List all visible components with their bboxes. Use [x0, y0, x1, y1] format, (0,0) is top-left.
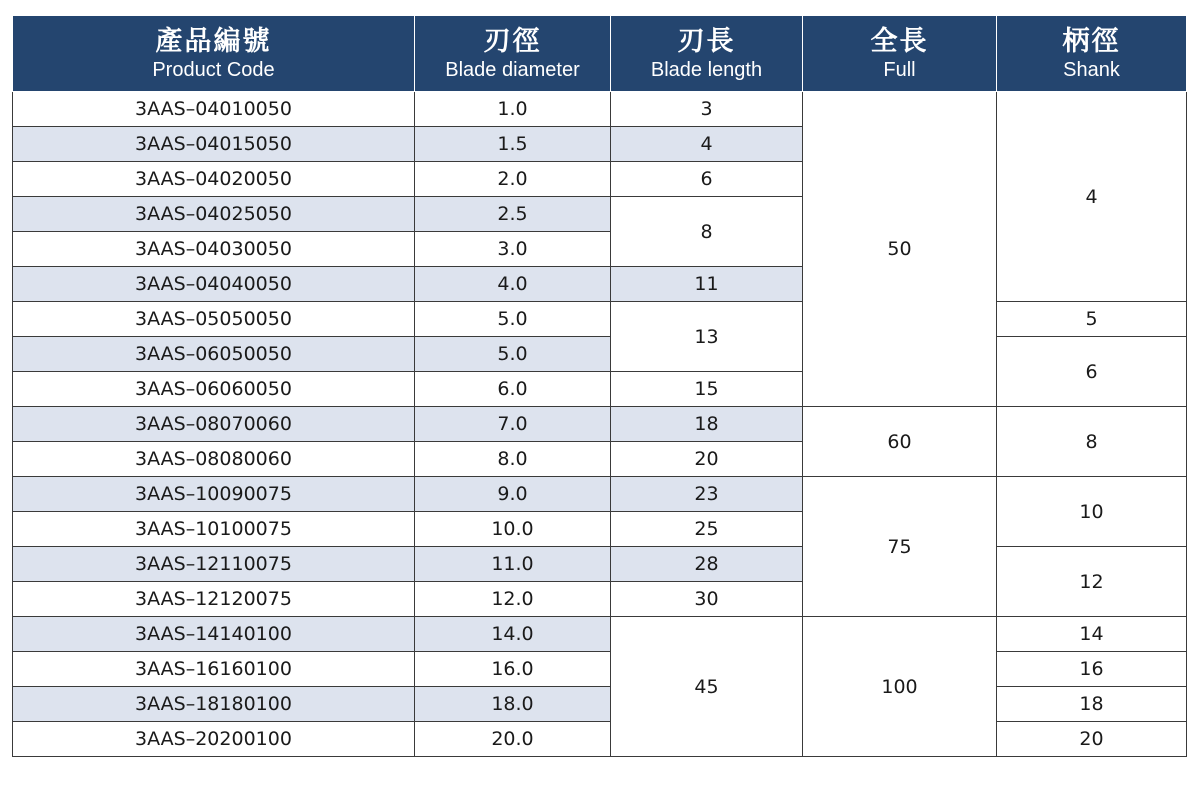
- cell-blade-diameter: 5.0: [415, 337, 611, 372]
- cell-blade-diameter: 7.0: [415, 407, 611, 442]
- table-row: [13, 722, 1187, 757]
- header-shank: [997, 16, 1187, 92]
- cell-product-code: 3AAS–12120075: [13, 582, 415, 617]
- header-full-length-cn: 全長: [870, 25, 929, 57]
- cell-shank: 20: [997, 722, 1187, 757]
- table-row: [13, 652, 1187, 687]
- cell-product-code: 3AAS–16160100: [13, 652, 415, 687]
- cell-blade-length: 6: [611, 162, 803, 197]
- cell-blade-diameter: 1.5: [415, 127, 611, 162]
- cell-blade-diameter: 3.0: [415, 232, 611, 267]
- cell-product-code: 3AAS–04010050: [13, 92, 415, 127]
- header-blade-length: [611, 16, 803, 92]
- cell-product-code: 3AAS–04020050: [13, 162, 415, 197]
- header-row: [13, 16, 1187, 92]
- cell-product-code: 3AAS–10100075: [13, 512, 415, 547]
- header-blade-length-cn: 刃長: [677, 25, 736, 57]
- cell-full-length: 75: [803, 477, 997, 617]
- cell-shank: 5: [997, 302, 1187, 337]
- cell-shank: 8: [997, 407, 1187, 477]
- cell-blade-length: 11: [611, 267, 803, 302]
- cell-product-code: 3AAS–04015050: [13, 127, 415, 162]
- cell-blade-length: 20: [611, 442, 803, 477]
- cell-product-code: 3AAS–08070060: [13, 407, 415, 442]
- cell-shank: 6: [997, 337, 1187, 407]
- table-row: [13, 547, 1187, 582]
- cell-shank: 16: [997, 652, 1187, 687]
- product-spec-table: [12, 15, 1187, 757]
- cell-shank: 10: [997, 477, 1187, 547]
- cell-blade-length: 45: [611, 617, 803, 757]
- cell-blade-length: 28: [611, 547, 803, 582]
- cell-blade-length: 23: [611, 477, 803, 512]
- cell-product-code: 3AAS–20200100: [13, 722, 415, 757]
- cell-full-length: 60: [803, 407, 997, 477]
- cell-blade-length: 8: [611, 197, 803, 267]
- header-blade-diameter-cn: 刃徑: [483, 25, 542, 57]
- table-row: [13, 92, 1187, 127]
- cell-product-code: 3AAS–04030050: [13, 232, 415, 267]
- header-product-code: [13, 16, 415, 92]
- cell-blade-diameter: 20.0: [415, 722, 611, 757]
- cell-product-code: 3AAS–10090075: [13, 477, 415, 512]
- cell-product-code: 3AAS–06060050: [13, 372, 415, 407]
- header-product-code-cn: 產品編號: [155, 25, 272, 57]
- cell-blade-diameter: 1.0: [415, 92, 611, 127]
- cell-product-code: 3AAS–12110075: [13, 547, 415, 582]
- cell-blade-length: 4: [611, 127, 803, 162]
- table-header: [13, 16, 1187, 92]
- cell-product-code: 3AAS–05050050: [13, 302, 415, 337]
- header-blade-diameter: [415, 16, 611, 92]
- cell-blade-diameter: 5.0: [415, 302, 611, 337]
- cell-product-code: 3AAS–08080060: [13, 442, 415, 477]
- cell-full-length: 50: [803, 92, 997, 407]
- table-body: [13, 92, 1187, 757]
- cell-blade-diameter: 9.0: [415, 477, 611, 512]
- header-product-code-en: Product Code: [152, 58, 275, 81]
- header-full-length: [803, 16, 997, 92]
- cell-blade-length: 25: [611, 512, 803, 547]
- cell-blade-diameter: 16.0: [415, 652, 611, 687]
- cell-blade-diameter: 12.0: [415, 582, 611, 617]
- cell-blade-length: 15: [611, 372, 803, 407]
- cell-blade-diameter: 14.0: [415, 617, 611, 652]
- cell-blade-diameter: 2.5: [415, 197, 611, 232]
- cell-blade-diameter: 11.0: [415, 547, 611, 582]
- cell-product-code: 3AAS–06050050: [13, 337, 415, 372]
- cell-product-code: 3AAS–18180100: [13, 687, 415, 722]
- header-shank-cn: 柄徑: [1062, 25, 1121, 57]
- header-shank-en: Shank: [1063, 58, 1120, 81]
- header-full-length-en: Full: [883, 58, 916, 81]
- cell-blade-diameter: 8.0: [415, 442, 611, 477]
- cell-blade-diameter: 10.0: [415, 512, 611, 547]
- table-row: [13, 302, 1187, 337]
- cell-blade-diameter: 2.0: [415, 162, 611, 197]
- table-row: [13, 687, 1187, 722]
- cell-shank: 4: [997, 92, 1187, 302]
- cell-blade-length: 18: [611, 407, 803, 442]
- cell-product-code: 3AAS–04040050: [13, 267, 415, 302]
- cell-full-length: 100: [803, 617, 997, 757]
- table-row: [13, 407, 1187, 442]
- table-row: [13, 337, 1187, 372]
- header-blade-diameter-en: Blade diameter: [445, 58, 580, 81]
- cell-product-code: 3AAS–14140100: [13, 617, 415, 652]
- cell-product-code: 3AAS–04025050: [13, 197, 415, 232]
- cell-shank: 14: [997, 617, 1187, 652]
- cell-shank: 12: [997, 547, 1187, 617]
- cell-blade-length: 13: [611, 302, 803, 372]
- header-blade-length-en: Blade length: [650, 58, 763, 81]
- cell-blade-length: 3: [611, 92, 803, 127]
- table-row: [13, 477, 1187, 512]
- cell-blade-diameter: 6.0: [415, 372, 611, 407]
- cell-blade-length: 30: [611, 582, 803, 617]
- cell-blade-diameter: 4.0: [415, 267, 611, 302]
- product-table-wrapper: [12, 15, 1187, 757]
- table-row: [13, 617, 1187, 652]
- cell-shank: 18: [997, 687, 1187, 722]
- cell-blade-diameter: 18.0: [415, 687, 611, 722]
